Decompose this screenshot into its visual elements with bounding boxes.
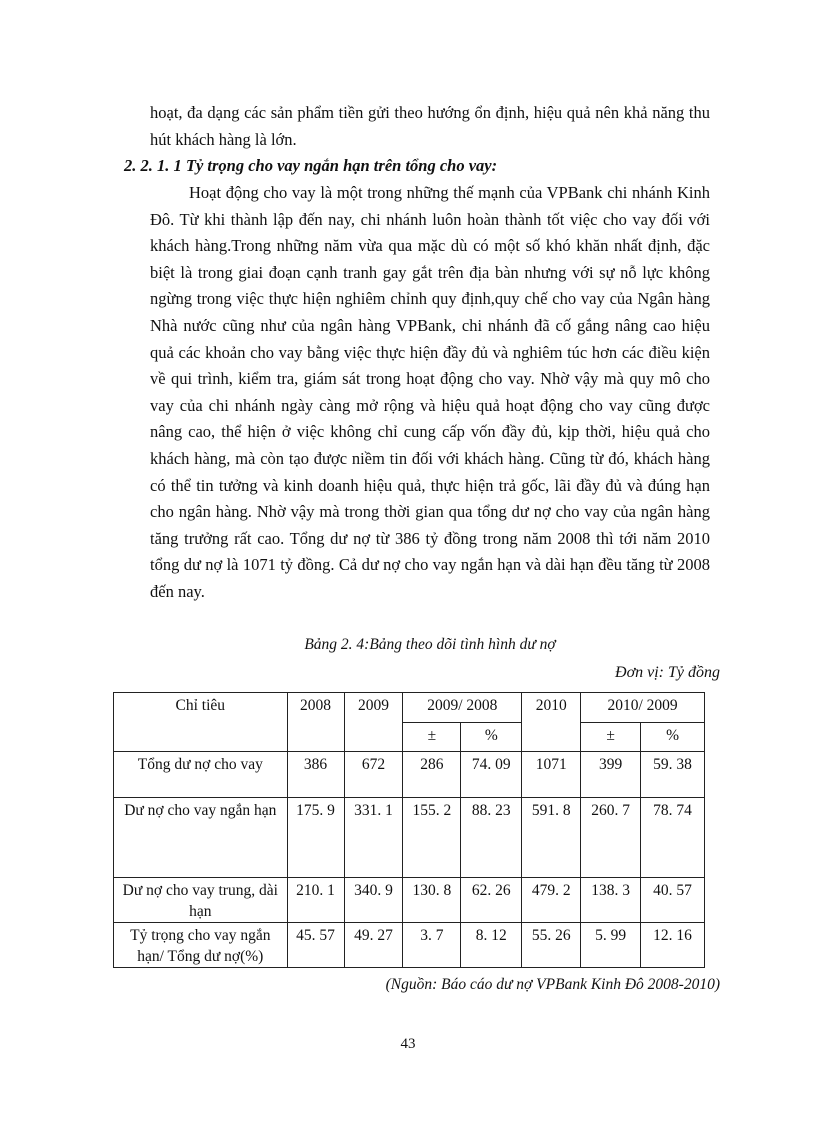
- cell-diff-2010-2009: 138. 3: [581, 878, 641, 923]
- cell-pct-2009-2008: 88. 23: [461, 798, 522, 878]
- debt-table: [113, 692, 705, 968]
- table-source: (Nguồn: Báo cáo dư nợ VPBank Kinh Đô 2008-2010): [385, 976, 720, 993]
- table-row: [114, 798, 705, 878]
- cell-2008: 45. 57: [287, 923, 344, 968]
- cell-diff-2009-2008: 286: [403, 752, 461, 798]
- cell-diff-2010-2009: 5. 99: [581, 923, 641, 968]
- cell-diff-2009-2008: 155. 2: [403, 798, 461, 878]
- cell-pct-2009-2008: 8. 12: [461, 923, 522, 968]
- subheader-pct-1: %: [461, 722, 522, 752]
- cell-2008: 386: [287, 752, 344, 798]
- cell-2010: 1071: [522, 752, 581, 798]
- cell-2009: 331. 1: [344, 798, 403, 878]
- row-label: Dư nợ cho vay trung, dài hạn: [114, 878, 288, 923]
- subheader-pct-2: %: [641, 722, 705, 752]
- cell-pct-2009-2008: 62. 26: [461, 878, 522, 923]
- cell-pct-2010-2009: 40. 57: [641, 878, 705, 923]
- cell-pct-2010-2009: 59. 38: [641, 752, 705, 798]
- header-2009-2008: 2009/ 2008: [403, 693, 522, 723]
- header-2010-2009: 2010/ 2009: [581, 693, 705, 723]
- paragraph-intro: hoạt, đa dạng các sản phẩm tiền gửi theo hướng ổn định, hiệu quả nên khả năng thu hút khách hàng là lớn.: [150, 103, 710, 149]
- cell-pct-2009-2008: 74. 09: [461, 752, 522, 798]
- table-caption: Bảng 2. 4:Bảng theo dõi tình hình dư nợ: [304, 636, 556, 653]
- cell-2010: 479. 2: [522, 878, 581, 923]
- paragraph-body: Hoạt động cho vay là một trong những thế mạnh của VPBank chi nhánh Kinh Đô. Từ khi thành lập đến nay, chi nhánh luôn hoàn thành tốt việc cho vay đối với khách hàng.Trong những năm vừa qua mặc dù có một số khó khăn nhất định, đặc biệt là trong giai đoạn cạnh tranh gay gắt trên địa bàn nhưng với sự nỗ lực không ngừng trong việc thực hiện nghiêm chỉnh quy định,quy chế cho vay của Ngân hàng Nhà nước cũng như của ngân hàng VPBank, chi nhánh đã cố gắng nâng cao hiệu quả các khoản cho vay bằng việc thực hiện đầy đủ và nghiêm túc hơn các điều kiện về qui trình, kiểm tra, giám sát trong hoạt động cho vay. Nhờ vậy mà quy mô cho vay của chi nhánh ngày càng mở rộng và hiệu quả hoạt động cho vay cũng được nâng cao, thể hiện ở việc không chỉ cung cấp vốn đầy đủ, kịp thời, hiệu quả cho khách hàng, mà còn tạo được niềm tin đối với khách hàng. Cũng từ đó, khách hàng có thể tin tưởng và kinh doanh hiệu quả, thực hiện trả gốc, lãi đầy đủ và đúng hạn cho ngân hàng. Nhờ vậy mà trong thời gian qua tổng dư nợ cho vay của ngân hàng tăng trưởng rất cao. Tổng dư nợ từ 386 tỷ đồng trong năm 2008 thì tới năm 2010 tổng dư nợ là 1071 tỷ đồng. Cả dư nợ cho vay ngắn hạn và dài hạn đều tăng từ 2008 đến nay.: [150, 183, 710, 601]
- cell-2009: 672: [344, 752, 403, 798]
- cell-diff-2009-2008: 3. 7: [403, 923, 461, 968]
- table-row: [114, 878, 705, 923]
- section-heading: 2. 2. 1. 1 Tỷ trọng cho vay ngắn hạn trên tổng cho vay:: [124, 156, 498, 175]
- cell-pct-2010-2009: 12. 16: [641, 923, 705, 968]
- cell-diff-2009-2008: 130. 8: [403, 878, 461, 923]
- table-row: [114, 752, 705, 798]
- cell-2009: 340. 9: [344, 878, 403, 923]
- row-label: Tỷ trọng cho vay ngắn hạn/ Tổng dư nợ(%): [114, 923, 288, 968]
- table-row: [114, 923, 705, 968]
- cell-diff-2010-2009: 399: [581, 752, 641, 798]
- subheader-abs-1: ±: [403, 722, 461, 752]
- page-number: 43: [400, 1036, 416, 1052]
- subheader-abs-2: ±: [581, 722, 641, 752]
- cell-2010: 591. 8: [522, 798, 581, 878]
- header-2009: 2009: [344, 693, 403, 752]
- cell-pct-2010-2009: 78. 74: [641, 798, 705, 878]
- cell-2008: 175. 9: [287, 798, 344, 878]
- cell-2009: 49. 27: [344, 923, 403, 968]
- header-indicator: Chỉ tiêu: [114, 693, 288, 752]
- row-label: Tổng dư nợ cho vay: [114, 752, 288, 798]
- cell-2010: 55. 26: [522, 923, 581, 968]
- cell-2008: 210. 1: [287, 878, 344, 923]
- table-unit: Đơn vị: Tỷ đồng: [615, 664, 720, 681]
- row-label: Dư nợ cho vay ngắn hạn: [114, 798, 288, 878]
- header-2008: 2008: [287, 693, 344, 752]
- table-header-row: [114, 693, 705, 723]
- cell-diff-2010-2009: 260. 7: [581, 798, 641, 878]
- header-2010: 2010: [522, 693, 581, 752]
